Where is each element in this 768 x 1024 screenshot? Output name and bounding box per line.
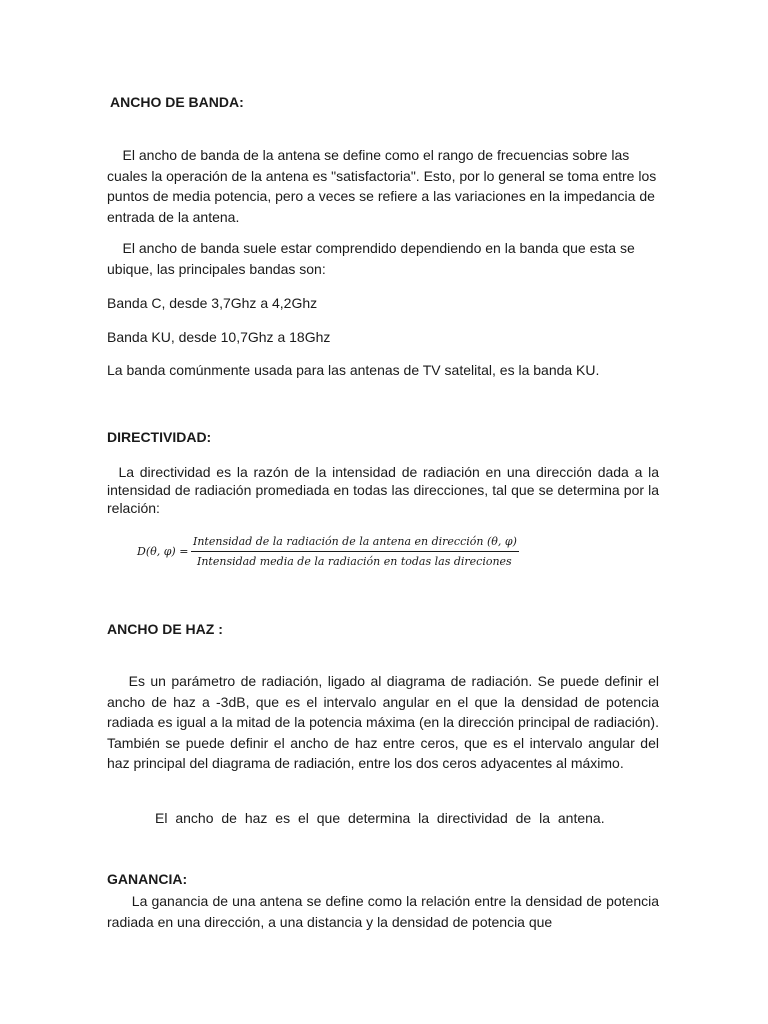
- formula-denominator: Intensidad media de la radiación en todas las direciones: [197, 555, 512, 568]
- heading-ancho-de-banda: ANCHO DE BANDA:: [110, 94, 244, 110]
- paragraph-directividad: La directividad es la razón de la intensidad de radiación en una dirección dada a la intensidad de radiación promediada en todas las direcciones, tal que se determina por la relación:: [107, 464, 659, 516]
- band-c-line: Banda C, desde 3,7Ghz a 4,2Ghz: [107, 295, 318, 311]
- formula-numerator: Intensidad de la radiación de la antena en dirección (θ, φ): [193, 535, 517, 548]
- heading-ganancia: GANANCIA:: [107, 871, 188, 887]
- paragraph-ancho-haz-conclusion: El ancho de haz es el que determina la directividad de la antena.: [155, 810, 605, 826]
- directivity-formula: [137, 535, 537, 571]
- formula-fraction-bar: [191, 551, 519, 552]
- heading-ancho-de-haz: ANCHO DE HAZ :: [107, 621, 223, 637]
- paragraph-ancho-haz: Es un parámetro de radiación, ligado al diagrama de radiación. Se puede definir el ancho de haz a -3dB, que es el intervalo angular en el que la densidad de potencia radiada es igual a la mitad de la potencia máxima (en la dirección principal de radiación). También se puede definir el ancho de haz entre ceros, que es el intervalo angular del haz principal del diagrama de radiación, entre los dos ceros adyacentes al máximo.: [107, 673, 659, 771]
- paragraph-ancho-banda-definicion: El ancho de banda de la antena se define como el rango de frecuencias sobre las cuales la operación de la antena es "satisfactoria". Esto, por lo general se toma entre los puntos de media potencia, pero a veces se refiere a las variaciones en la impedancia de entrada de la antena.: [107, 147, 657, 225]
- heading-directividad: DIRECTIVIDAD:: [107, 429, 212, 445]
- paragraph-ancho-banda-bandas: El ancho de banda suele estar comprendido dependiendo en la banda que esta se ubique, las principales bandas son:: [107, 240, 635, 277]
- band-ku-usage-line: La banda comúnmente usada para las antenas de TV satelital, es la banda KU.: [107, 362, 600, 378]
- formula-lhs: D(θ, φ) =: [137, 545, 189, 558]
- band-ku-line: Banda KU, desde 10,7Ghz a 18Ghz: [107, 329, 331, 345]
- paragraph-ganancia: La ganancia de una antena se define como la relación entre la densidad de potencia radiada en una dirección, a una distancia y la densidad de potencia que: [107, 893, 659, 930]
